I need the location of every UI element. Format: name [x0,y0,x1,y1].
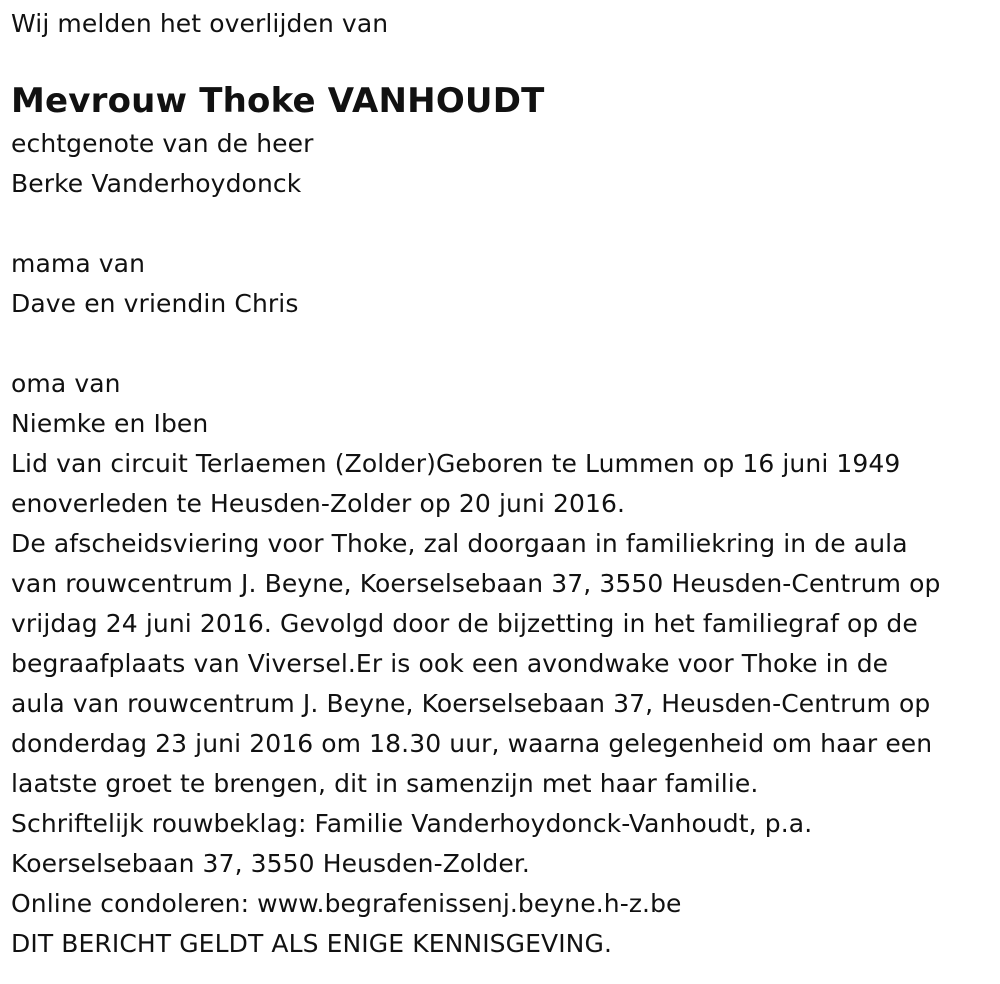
body-line: Koerselsebaan 37, 3550 Heusden-Zolder. [11,849,530,878]
body-line: donderdag 23 juni 2016 om 18.30 uur, waarna gelegenheid om haar een [11,729,933,758]
body-line: aula van rouwcentrum J. Beyne, Koerselsebaan 37, Heusden-Centrum op [11,689,931,718]
body-line: De afscheidsviering voor Thoke, zal doorgaan in familiekring in de aula [11,529,908,558]
intro-text: Wij melden het overlijden van [11,9,389,38]
grandchildren-label: oma van [11,369,121,398]
body-line: laatste groet te brengen, dit in samenzijn met haar familie. [11,769,759,798]
spacer [11,204,996,244]
children-label: mama van [11,249,146,278]
body-line: Schriftelijk rouwbeklag: Familie Vanderhoydonck-Vanhoudt, p.a. [11,809,813,838]
body-line: vrijdag 24 juni 2016. Gevolgd door de bijzetting in het familiegraf op de [11,609,918,638]
spouse-label: echtgenote van de heer [11,129,314,158]
closing-statement: DIT BERICHT GELDT ALS ENIGE KENNISGEVING. [11,929,612,958]
spouse-name: Berke Vanderhoydonck [11,169,302,198]
body-line: Lid van circuit Terlaemen (Zolder)Geboren te Lummen op 16 juni 1949 [11,449,901,478]
deceased-name: Mevrouw Thoke VANHOUDT [11,81,545,121]
children-names: Dave en vriendin Chris [11,289,299,318]
spacer [11,324,996,364]
death-notice [11,4,996,964]
condolence-website: Online condoleren: www.begrafenissenj.beyne.h-z.be [11,889,682,918]
body-line: enoverleden te Heusden-Zolder op 20 juni 2016. [11,489,626,518]
body-line: van rouwcentrum J. Beyne, Koerselsebaan 37, 3550 Heusden-Centrum op [11,569,941,598]
spacer [11,44,996,78]
grandchildren-names: Niemke en Iben [11,409,209,438]
body-line: begraafplaats van Viversel.Er is ook een avondwake voor Thoke in de [11,649,889,678]
